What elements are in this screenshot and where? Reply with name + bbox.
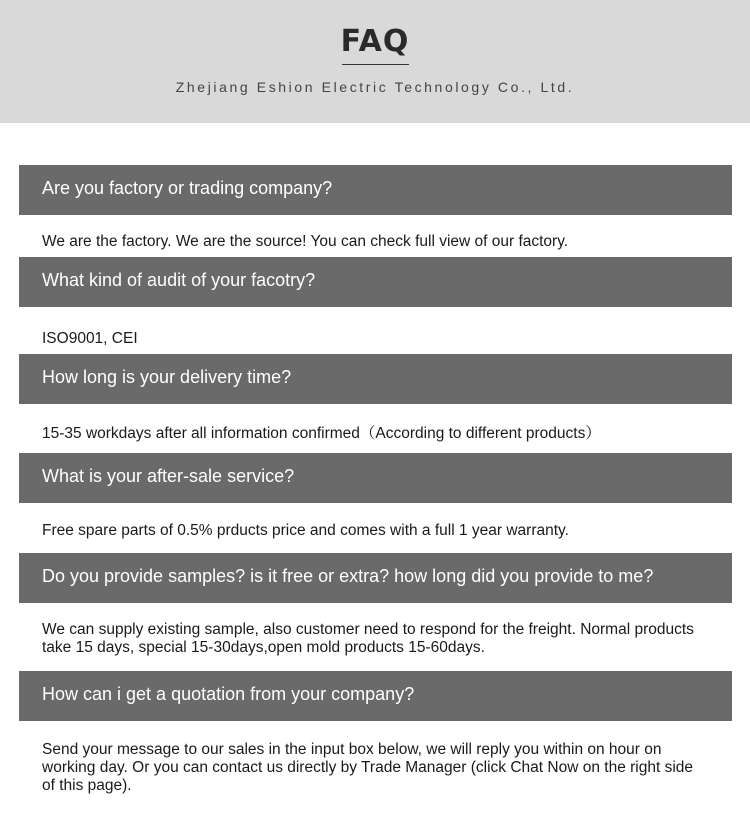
faq-question-bar-1 bbox=[19, 165, 732, 215]
company-name: Zhejiang Eshion Electric Technology Co., Ltd. bbox=[175, 79, 575, 95]
faq-question-6: How can i get a quotation from your company? bbox=[42, 684, 415, 704]
faq-answer-5: We can supply existing sample, also customer need to respond for the freight. Normal products take 15 days, special 15-30days,open mold products 15-60days. bbox=[42, 621, 694, 656]
faq-question-bar-6 bbox=[19, 671, 732, 721]
faq-question-1: Are you factory or trading company? bbox=[42, 178, 333, 198]
faq-question-bar-2 bbox=[19, 257, 732, 307]
faq-question-2: What kind of audit of your facotry? bbox=[42, 270, 316, 290]
faq-answer-3: 15-35 workdays after all information confirmed（According to different products） bbox=[42, 425, 601, 442]
faq-answer-6: Send your message to our sales in the input box below, we will reply you within on hour on working day. Or you can contact us directly by Trade Manager (click Chat Now on the right side of this page). bbox=[42, 741, 694, 794]
faq-answer-2: ISO9001, CEI bbox=[42, 330, 138, 347]
faq-question-bar-3 bbox=[19, 354, 732, 404]
title-underline bbox=[342, 64, 409, 65]
faq-question-5: Do you provide samples? is it free or extra? how long did you provide to me? bbox=[42, 566, 654, 586]
faq-question-3: How long is your delivery time? bbox=[42, 367, 292, 387]
faq-question-bar-5 bbox=[19, 553, 732, 603]
faq-answer-4: Free spare parts of 0.5% prducts price and comes with a full 1 year warranty. bbox=[42, 522, 569, 539]
faq-answer-1: We are the factory. We are the source! You can check full view of our factory. bbox=[42, 233, 569, 250]
faq-header-banner bbox=[0, 0, 750, 123]
faq-question-bar-4 bbox=[19, 453, 732, 503]
page-title: FAQ bbox=[340, 24, 410, 59]
faq-question-4: What is your after-sale service? bbox=[42, 466, 295, 486]
